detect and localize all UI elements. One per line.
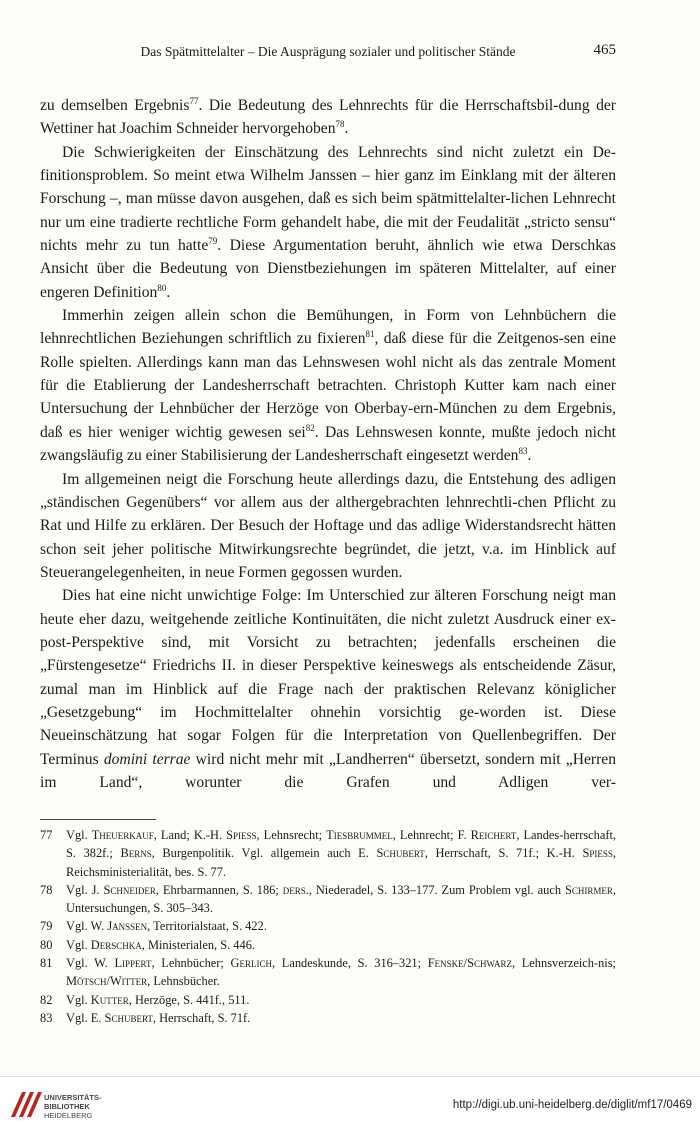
footnote-text: , Niederadel, S. 133–177. Zum Problem vgl. auch [308, 882, 565, 897]
author-name: Reichert [470, 828, 517, 842]
author-name: Fenske/Schwarz [427, 956, 512, 971]
author-name: Spiess [582, 846, 613, 861]
footnote-number: 77 [40, 828, 53, 842]
footnote-text: , Herrschaft, S. 71f.; K.-H. [424, 846, 583, 861]
author-name: Lippert [114, 956, 152, 971]
footnote-78 [40, 881, 616, 918]
footnote-number: 80 [40, 937, 53, 952]
paragraph-2 [40, 141, 616, 304]
footnote-text: , Reichsministerialität, bes. S. 77. [66, 846, 617, 879]
footnote-82 [40, 991, 616, 1009]
footnotes [40, 826, 616, 1027]
footnote-text: , Burgenpolitik. Vgl. allgemein auch E. [151, 846, 377, 861]
author-name: Janssen [107, 919, 148, 934]
author-name: Kutter [90, 992, 129, 1007]
text-run: zu demselben Ergebnis [40, 97, 190, 114]
footnote-77 [40, 826, 616, 881]
author-name: Berns [120, 846, 152, 861]
footnote-ref[interactable]: 83 [518, 446, 528, 457]
text-run: Immerhin zeigen allein schon die Bemühungen, in Form von Lehnbüchern die lehnrechtlichen Beziehungen schriftlich zu fixieren [40, 307, 616, 348]
text-run: Dies hat eine nicht unwichtige Folge: Im Unterschied zur älteren Forschung neigt man heute eher dazu, weitgehende zeitliche Kontinuitäten, die nicht zuletzt Ausdruck einer ex-post-Perspektive sind, mit Vorsicht zu betrachten; jedenfalls erscheinen die „Fürstengesetze“ Friedrichs II. in dieser Perspektive keineswegs als entscheidende Zäsur, zumal man im Hinblick auf die Frage nach der praktischen Relevanz königlicher „Gesetzgebung“ im Hochmittelalter ohnehin vorsichtig ge-worden ist. Diese Neueinschätzung hat sogar Folgen für die Interpretation von Quellenbegriffen. Der Terminus [40, 587, 616, 768]
text-run: . Die Bedeutung des Lehnrechts für die Herrschaftsbil-dung der Wettiner hat Joachim Schneider hervorgehoben [40, 97, 616, 138]
logo-wordmark [44, 1093, 102, 1120]
footnote-text: Vgl. W. [66, 956, 115, 971]
footnote-number: 83 [40, 1010, 53, 1025]
footnote-text: , Herrschaft, S. 71f. [152, 1010, 251, 1025]
author-name: Schneider [103, 882, 156, 897]
footnote-text: , Lehnsbücher. [147, 974, 220, 989]
logo-line: UNIVERSITÄTS- [44, 1093, 102, 1102]
logo-line: HEIDELBERG [44, 1111, 93, 1120]
paragraph-3 [40, 304, 616, 467]
footnote-text: , Land; K.-H. [153, 828, 227, 842]
footnote-80 [40, 936, 616, 954]
footnote-text: Vgl. J. [66, 882, 104, 897]
logo-line: BIBLIOTHEK [44, 1102, 90, 1111]
footnote-text: , Lehnsverzeich-nis; [511, 956, 617, 971]
author-name: Derschka [90, 937, 142, 952]
footnote-text: , Herzöge, S. 441f., 511. [128, 992, 250, 1007]
page-number: 465 [593, 42, 616, 58]
text-run: wird nicht mehr mit „Landherren“ übersetzt, sondern mit „Herren im Land“, worunter die Grafen und Adligen ver- [40, 750, 616, 791]
author-name: Tiesbrummel [326, 828, 393, 842]
text-run: . [527, 447, 532, 465]
source-url-link[interactable]: http://digi.ub.uni-heidelberg.de/diglit/mf17/0469 [452, 1099, 692, 1111]
text-run: Die Schwierigkeiten der Einschätzung des Lehnrechts sind nicht zuletzt ein De-finitionsproblem. So meint etwa Wilhelm Janssen – hier ganz im Einklang mit der älteren Forschung –, man müsse davon ausgehen, daß es sich beim spätmittelalter-lichen Lehnrecht nur um eine tradierte rechtliche Form gehandelt habe, die mit der Feudalität „stricto sensu“ nichts mehr zu tun hatte [40, 143, 616, 255]
author-name: Schubert [104, 1010, 153, 1025]
text-run: . [166, 283, 171, 301]
author-name: ders. [282, 882, 309, 897]
text-run: . Diese Argumentation beruht, ähnlich wie etwa Derschkas Ansicht über die Bedeutung von Dienstbeziehungen im späteren Mittelalter, auf einer engeren Definition [40, 237, 616, 301]
running-head: Das Spätmittelalter – Die Ausprägung sozialer und politischer Stände [140, 44, 516, 59]
text-run: , daß diese für die Zeitgenos-sen eine Rolle spielten. Allerdings kann man das Lehnswesen wohl nicht als das zentrale Moment für die Etablierung der Landesherrschaft betrachten. Christoph Kutter kam nach einer Untersuchung der Lehnbücher der Herzöge von Oberbay-ern-München zu dem Ergebnis, daß es hier weniger wichtig gewesen sei [40, 330, 616, 441]
footnote-ref[interactable]: 79 [208, 236, 218, 247]
footnote-text: Vgl. E. [66, 1010, 105, 1025]
footnote-number: 79 [40, 919, 53, 934]
footnote-text: , Territorialstaat, S. 422. [147, 919, 267, 934]
footnote-ref[interactable]: 82 [305, 422, 315, 433]
footnote-text: , Landes-herrschaft, S. 382f.; [66, 828, 617, 861]
author-name: Mötsch/Witter [66, 974, 148, 989]
footnote-text: , Ministerialen, S. 446. [141, 937, 255, 952]
footnote-text: Vgl. [66, 828, 92, 842]
footnote-text: , Lehnbücher; [151, 956, 231, 971]
text-run: . Das Lehnswesen konnte, mußte jedoch nicht zwangsläufig zu einer Stabilisierung der Landesherrschaft eingesetzt werden [40, 423, 616, 465]
author-name: Gerlich [230, 956, 272, 971]
footnote-text: , Ehrbarmannen, S. 186; [155, 882, 283, 897]
author-name: Schubert [376, 846, 425, 861]
footnote-number: 82 [40, 992, 53, 1007]
paragraph-1 [40, 94, 616, 141]
footnote-79 [40, 917, 616, 935]
footnote-text: , Lehnsrecht; [256, 828, 327, 842]
footnote-ref[interactable]: 77 [189, 96, 199, 106]
footnote-text: Vgl. W. [66, 919, 108, 934]
author-name: Theuerkauf [91, 828, 154, 842]
footnote-83 [40, 1009, 616, 1027]
footnote-rule [40, 819, 156, 820]
footnote-text: , Untersuchungen, S. 305–343. [66, 882, 616, 916]
digitization-footer [0, 1076, 700, 1131]
italic-term: domini terrae [103, 750, 191, 768]
footnote-text: Vgl. [66, 992, 91, 1007]
footnote-number: 81 [40, 956, 53, 971]
author-name: Spiess [226, 828, 257, 842]
footnote-81 [40, 954, 616, 991]
footnote-text: Vgl. [66, 937, 91, 952]
footnote-text: , Lehnrecht; F. [392, 828, 471, 842]
footnote-number: 78 [40, 882, 53, 897]
footnote-ref[interactable]: 78 [335, 119, 345, 130]
footnote-text: , Landeskunde, S. 316–321; [272, 956, 428, 971]
footnote-ref[interactable]: 81 [365, 329, 375, 340]
body-text [40, 94, 616, 794]
text-run: . [344, 120, 349, 138]
paragraph-4: Im allgemeinen neigt die Forschung heute allerdings dazu, die Entstehung des adligen „ständischen Gegenübers“ vor allem aus der althergebrachten lehnrechtli-chen Pflicht zu Rat und Hilfe zu erklären. Der Besuch der Hoftage und das adlige Widerstandsrecht hätten schon seit jeher politische Mitwirkungsrechte begründet, die jetzt, v.a. im Hinblick auf Steuerangelegenheiten, in neue Formen gegossen wurden. [40, 470, 616, 581]
author-name: Schirmer [564, 882, 613, 897]
footnote-ref[interactable]: 80 [157, 282, 167, 293]
paragraph-5 [40, 584, 616, 794]
